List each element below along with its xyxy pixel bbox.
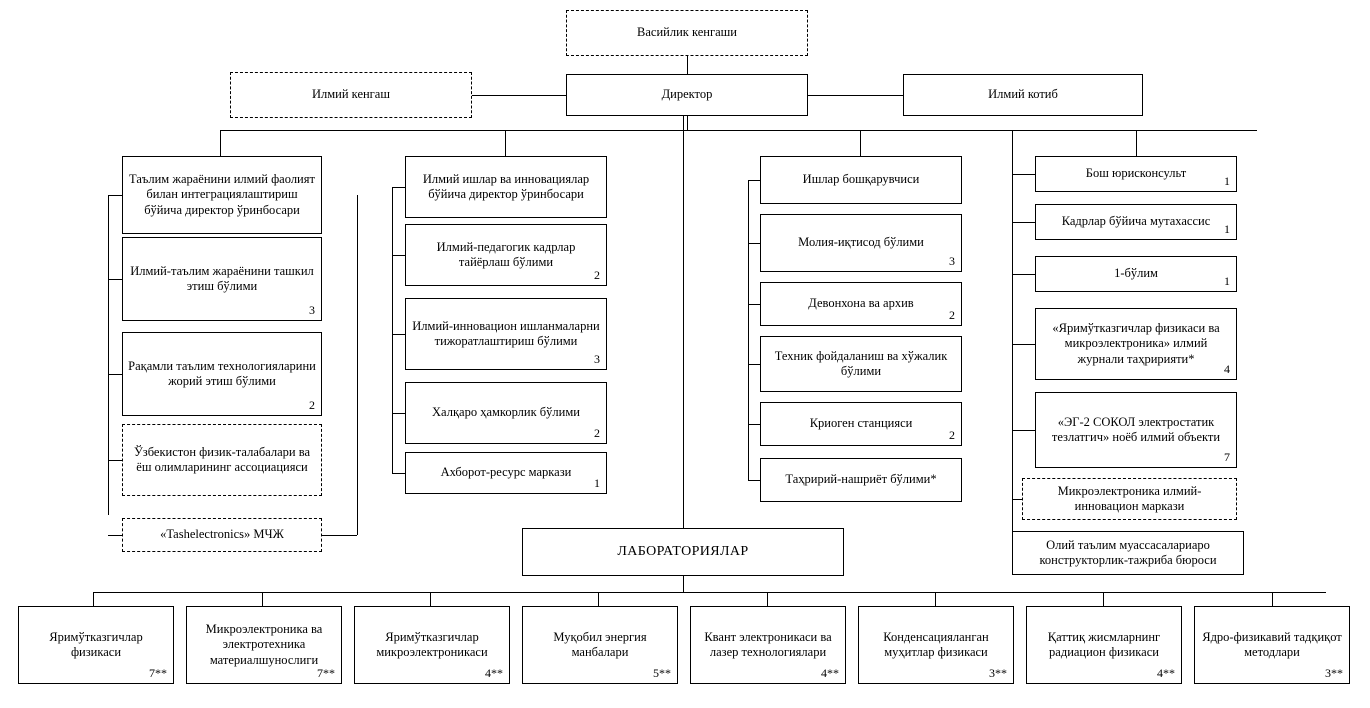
connector [935, 592, 936, 606]
node-col3-1 [760, 214, 962, 272]
node-label: Ядро-физикавий тадқиқот методлари [1202, 629, 1342, 659]
connector [808, 95, 903, 96]
node-count: 5** [653, 666, 671, 681]
node-label: Микроэлектроника ва электротехника материалшунослиги [205, 622, 323, 667]
connector [472, 95, 566, 96]
node-count: 4 [1224, 362, 1230, 377]
node-label: Илмий котиб [988, 87, 1058, 102]
node-label: Девонхона ва архив [808, 296, 914, 311]
node-lab-6 [1026, 606, 1182, 684]
connector [748, 480, 760, 481]
node-count: 4** [1157, 666, 1175, 681]
node-count: 2 [949, 428, 955, 443]
node-label: Квант электроникаси ва лазер технологиялари [704, 629, 832, 659]
connector [683, 576, 684, 592]
node-col1-1 [122, 237, 322, 321]
node-count: 7** [317, 666, 335, 681]
node-label: ЛАБОРАТОРИЯЛАР [617, 544, 749, 560]
node-label: Рақамли таълим технологияларини жорий этиш бўлими [128, 358, 316, 388]
node-label: Илмий-инновацион ишланмаларни тижоратлаштириш бўлими [412, 318, 600, 348]
node-col1-0 [122, 156, 322, 234]
node-col2-3 [405, 382, 607, 444]
node-lab-7 [1194, 606, 1350, 684]
node-label: «ЭГ-2 СОКОЛ электростатик тезлатгич» ноёб илмий объекти [1051, 414, 1221, 444]
connector [108, 195, 109, 515]
connector-bus [93, 592, 1326, 593]
node-lab-4 [690, 606, 846, 684]
connector [1103, 592, 1104, 606]
node-col4-1 [1035, 204, 1237, 240]
connector [748, 304, 760, 305]
connector [108, 460, 122, 461]
node-count: 3** [1325, 666, 1343, 681]
node-count: 7** [149, 666, 167, 681]
node-label: Таҳририй-нашриёт бўлими* [785, 472, 937, 487]
node-col2-0 [405, 156, 607, 218]
connector [322, 535, 357, 536]
node-col1-3 [122, 424, 322, 496]
node-lab-0 [18, 606, 174, 684]
node-count: 1 [594, 476, 600, 491]
node-ilmiy-kengash [230, 72, 472, 118]
node-col3-0 [760, 156, 962, 204]
node-count: 1 [1224, 274, 1230, 289]
node-count: 7 [1224, 450, 1230, 465]
node-label: Таълим жараёнини илмий фаолият билан интеграциялаштириш бўйича директор ўринбосари [129, 172, 315, 217]
node-label: Бош юрисконсульт [1085, 166, 1187, 181]
connector [392, 334, 405, 335]
node-count: 3 [594, 352, 600, 367]
node-count: 2 [594, 426, 600, 441]
connector [392, 413, 405, 414]
connector [392, 473, 405, 474]
node-col3-4 [760, 402, 962, 446]
node-vasiylik-kengashi [566, 10, 808, 56]
connector [220, 130, 221, 156]
connector [108, 535, 122, 536]
node-label: Техник фойдаланиш ва хўжалик бўлими [774, 348, 948, 378]
connector [505, 130, 506, 156]
node-label: Муқобил энергия манбалари [553, 629, 647, 659]
node-label: Ишлар бошқарувчиси [802, 172, 920, 187]
node-ilmiy-kotib [903, 74, 1143, 116]
node-lab-1 [186, 606, 342, 684]
connector [1012, 274, 1035, 275]
connector [108, 374, 122, 375]
node-label: Ўзбекистон физик-талабалари ва ёш олимларининг ассоциацияси [133, 444, 311, 474]
node-col3-3 [760, 336, 962, 392]
connector [1136, 130, 1137, 156]
connector [1012, 499, 1022, 500]
node-label: Васийлик кенгаши [637, 25, 737, 40]
node-count: 2 [949, 308, 955, 323]
connector [1272, 592, 1273, 606]
node-col2-2 [405, 298, 607, 370]
node-label: 1-бўлим [1114, 266, 1158, 281]
connector [1012, 222, 1035, 223]
connector [1012, 344, 1035, 345]
node-col1-2 [122, 332, 322, 416]
connector [1012, 130, 1013, 553]
node-col1-4 [122, 518, 322, 552]
node-label: Илмий кенгаш [312, 87, 390, 102]
node-count: 1 [1224, 174, 1230, 189]
node-count: 3 [949, 254, 955, 269]
connector [748, 180, 760, 181]
connector [860, 130, 861, 156]
connector [93, 592, 94, 606]
node-count: 3 [309, 303, 315, 318]
node-label: Яримўтказгичлар микроэлектроникаси [376, 629, 488, 659]
node-label: Кадрлар бўйича мутахассис [1061, 214, 1211, 229]
connector [683, 116, 684, 528]
connector [748, 180, 749, 480]
node-laboratories-header [522, 528, 844, 576]
node-label: Олий таълим муассасалариаро конструкторлик-тажриба бюроси [1039, 537, 1217, 567]
connector [430, 592, 431, 606]
connector [598, 592, 599, 606]
connector [1012, 430, 1035, 431]
node-col4-5 [1022, 478, 1237, 520]
connector [108, 195, 122, 196]
node-lab-2 [354, 606, 510, 684]
node-col4-4 [1035, 392, 1237, 468]
node-col4-3 [1035, 308, 1237, 380]
connector [687, 56, 688, 74]
node-label: Криоген станцияси [809, 416, 913, 431]
connector [748, 243, 760, 244]
node-label: «Tashelectronics» МЧЖ [160, 527, 284, 542]
node-label: Молия-иқтисод бўлими [798, 235, 924, 250]
connector [262, 592, 263, 606]
node-label: Конденсацияланган муҳитлар физикаси [883, 629, 989, 659]
node-label: Илмий-таълим жараёнини ташкил этиш бўлими [130, 263, 314, 293]
connector [687, 116, 688, 130]
node-label: Илмий ишлар ва инновациялар бўйича директор ўринбосари [422, 171, 590, 201]
connector [392, 255, 405, 256]
connector [108, 279, 122, 280]
connector [767, 592, 768, 606]
node-director [566, 74, 808, 116]
node-label: Қаттиқ жисмларнинг радиацион физикаси [1047, 629, 1161, 659]
node-col2-4 [405, 452, 607, 494]
node-lab-3 [522, 606, 678, 684]
node-count: 1 [1224, 222, 1230, 237]
node-lab-5 [858, 606, 1014, 684]
node-label: Илмий-педагогик кадрлар тайёрлаш бўлими [436, 239, 576, 269]
node-col2-1 [405, 224, 607, 286]
node-col4-6 [1012, 531, 1244, 575]
node-count: 2 [309, 398, 315, 413]
node-label: Микроэлектроника илмий-инновацион маркази [1057, 483, 1202, 513]
node-col4-2 [1035, 256, 1237, 292]
node-count: 4** [485, 666, 503, 681]
node-col3-2 [760, 282, 962, 326]
connector [748, 364, 760, 365]
node-count: 4** [821, 666, 839, 681]
node-col3-5 [760, 458, 962, 502]
node-count: 3** [989, 666, 1007, 681]
node-label: Директор [661, 87, 713, 102]
connector [748, 424, 760, 425]
node-label: Яримўтказгичлар физикаси [49, 629, 143, 659]
connector [392, 187, 405, 188]
connector [392, 187, 393, 473]
node-count: 2 [594, 268, 600, 283]
node-label: Ахборот-ресурс маркази [440, 465, 572, 480]
node-col4-0 [1035, 156, 1237, 192]
connector [1012, 174, 1035, 175]
connector [357, 195, 358, 535]
connector-bus [220, 130, 1257, 131]
node-label: Халқаро ҳамкорлик бўлими [432, 405, 580, 420]
node-label: «Яримўтказгичлар физикаси ва микроэлектроника» илмий журнали таҳририяти* [1052, 321, 1220, 366]
